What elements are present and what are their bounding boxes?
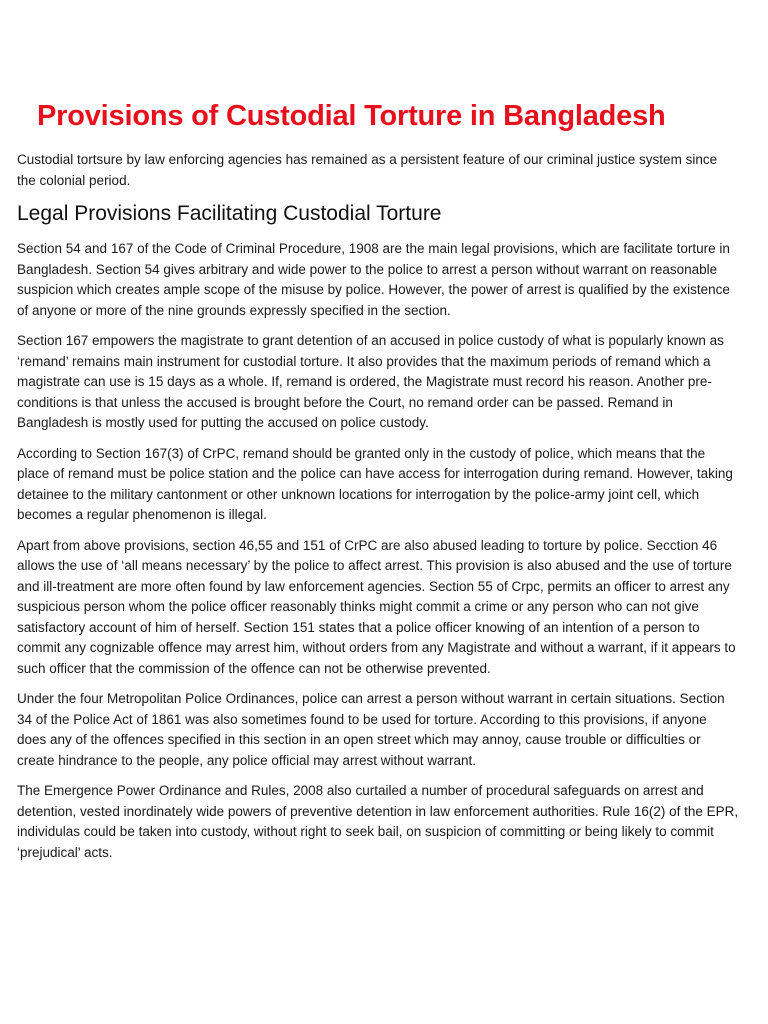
paragraph-section-167-remand: Section 167 empowers the magistrate to grant detention of an accused in police custody of what is popularly known as ‘remand’ remains main instrument for custodial torture. It also provides that the maximum periods of remand which a magistrate can use is 15 days as a whole. If, remand is ordered, the Magistrate must record his reason. Another pre-conditions is that unless the accused is brought before the Court, no remand order can be passed. Remand in Bangladesh is mostly used for putting the accused on police custody.	[17, 333, 724, 430]
intro-paragraph: Custodial tortsure by law enforcing agencies has remained as a persistent feature of our criminal justice system since the colonial period.	[17, 152, 718, 188]
paragraph-section-167-3: According to Section 167(3) of CrPC, remand should be granted only in the custody of police, which means that the place of remand must be police station and the police can have access for interrogation during remand. However, taking detainee to the military cantonment or other unknown locations for interrogation by the police-army joint cell, which becomes a regular phenomenon is illegal.	[17, 445, 733, 522]
paragraph-emergency-power: The Emergence Power Ordinance and Rules, 2008 also curtailed a number of procedural safeguards on arrest and detention, vested inordinately wide powers of preventive detention in law enforcement authorities. Rule 16(2) of the EPR, individulas could be taken into custody, without right to seek bail, on suspicion of committing or being likely to commit ‘prejudical’ acts.	[17, 783, 739, 860]
paragraph-section-54-167: Section 54 and 167 of the Code of Criminal Procedure, 1908 are the main legal provisions, which are facilitate torture in Bangladesh. Section 54 gives arbitrary and wide power to the police to arrest a person without warrant on reasonable suspicion which creates ample scope of the misuse by police. However, the power of arrest is qualified by the existence of anyone or more of the nine grounds expressly specified in the section.	[17, 241, 730, 318]
document-page	[17, 96, 739, 873]
paragraph-police-ordinances: Under the four Metropolitan Police Ordinances, police can arrest a person without warrant in certain situations. Section 34 of the Police Act of 1861 was also sometimes found to be used for torture. According to this provisions, if anyone does any of the offences specified in this section in an open street which may annoy, cause trouble or difficulties or create hindrance to the people, any police official may arrest without warrant.	[17, 691, 725, 768]
paragraph-sections-46-55-151: Apart from above provisions, section 46,55 and 151 of CrPC are also abused leading to torture by police. Secction 46 allows the use of ‘all means necessary’ by the police to affect arrest. This provision is also abused and the use of torture and ill-treatment are more often found by law enforcement agencies. Section 55 of Crpc, permits an officer to arrest any suspicious person whom the police officer reasonably thinks might commit a crime or any person who can not give satisfactory account of him of herself. Section 151 states that a police officer knowing of an intention of a person to commit any cognizable offence may arrest him, without orders from any Magistrate and without a warrant, if it appears to such officer that the commission of the offence can not be otherwise prevented.	[17, 537, 736, 676]
document-title: Provisions of Custodial Torture in Bangladesh	[37, 100, 666, 132]
section-heading: Legal Provisions Facilitating Custodial Torture	[17, 202, 442, 225]
